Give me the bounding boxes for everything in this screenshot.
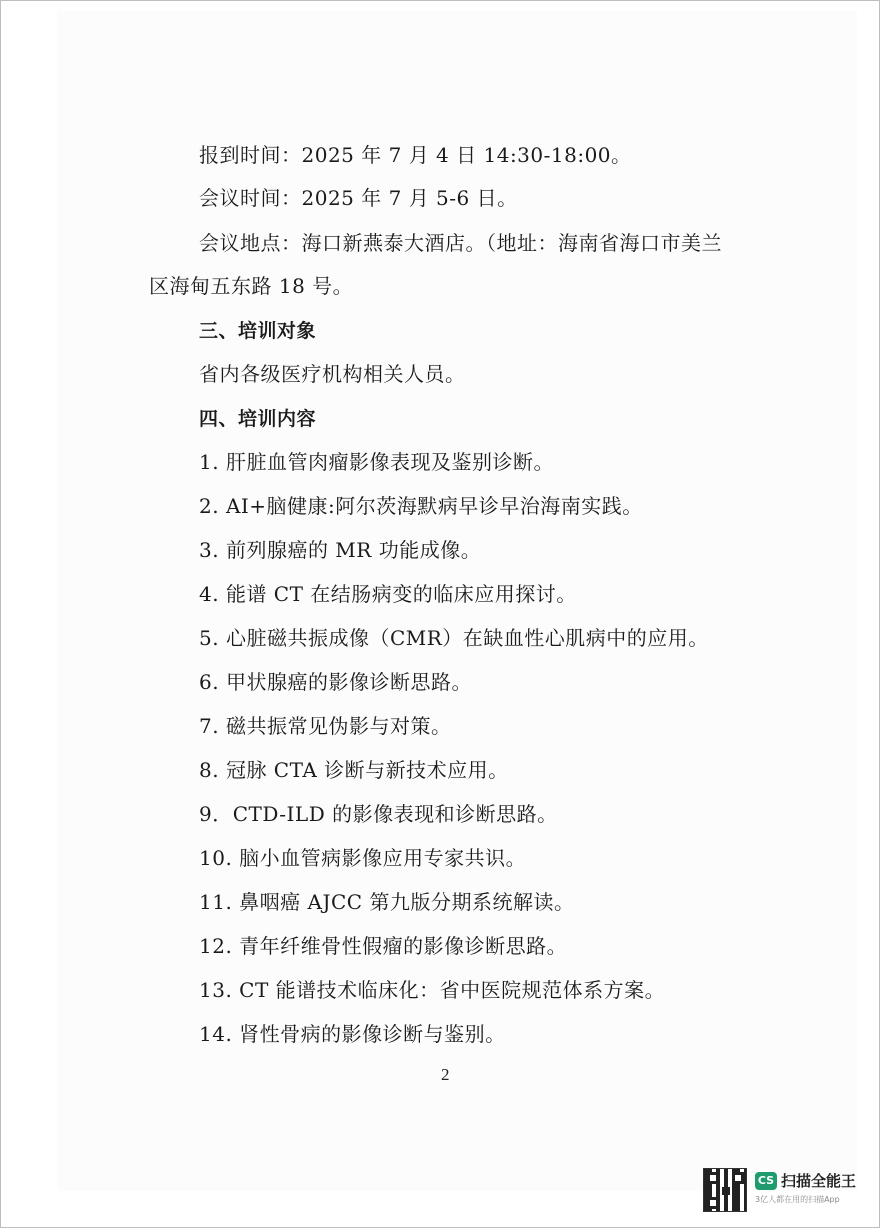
- list-item: 13. CT 能谱技术临床化：省中医院规范体系方案。: [199, 978, 666, 1002]
- camscanner-name: 扫描全能王: [781, 1172, 857, 1190]
- registration-time: 报到时间：2025 年 7 月 4 日 14:30-18:00。: [199, 143, 632, 167]
- meeting-location: 会议地点：海口新燕泰大酒店。（地址：海南省海口市美兰: [199, 231, 722, 255]
- list-item: 5. 心脏磁共振成像（CMR）在缺血性心肌病中的应用。: [199, 626, 709, 650]
- camscanner-logo-icon: CS: [755, 1172, 777, 1190]
- list-item: 14. 肾性骨病的影像诊断与鉴别。: [199, 1022, 506, 1046]
- list-item: 4. 能谱 CT 在结肠病变的临床应用探讨。: [199, 582, 577, 606]
- list-item: 10. 脑小血管病影像应用专家共识。: [199, 846, 527, 870]
- qr-code-icon: [703, 1168, 747, 1212]
- meeting-time: 会议时间：2025 年 7 月 5-6 日。: [199, 186, 518, 210]
- list-item: 7. 磁共振常见伪影与对策。: [199, 714, 452, 738]
- section3-heading: 三、培训对象: [199, 320, 317, 342]
- page-number: 2: [441, 1065, 450, 1084]
- section4-heading: 四、培训内容: [199, 408, 317, 430]
- list-item: 2. AI+脑健康:阿尔茨海默病早诊早治海南实践。: [199, 494, 643, 518]
- scanner-watermark: [703, 1168, 863, 1214]
- list-item: 1. 肝脏血管肉瘤影像表现及鉴别诊断。: [199, 450, 554, 474]
- meeting-address-cont: 区海甸五东路 18 号。: [149, 274, 354, 298]
- list-item: 3. 前列腺癌的 MR 功能成像。: [199, 538, 482, 562]
- camscanner-tagline: 3亿人都在用的扫描App: [755, 1195, 840, 1204]
- list-item: 9．CTD-ILD 的影像表现和诊断思路。: [199, 802, 558, 826]
- list-item: 12. 青年纤维骨性假瘤的影像诊断思路。: [199, 934, 568, 958]
- list-item: 6. 甲状腺癌的影像诊断思路。: [199, 670, 472, 694]
- list-item: 11. 鼻咽癌 AJCC 第九版分期系统解读。: [199, 890, 575, 914]
- list-item: 8. 冠脉 CTA 诊断与新技术应用。: [199, 758, 509, 782]
- section3-body: 省内各级医疗机构相关人员。: [199, 362, 466, 386]
